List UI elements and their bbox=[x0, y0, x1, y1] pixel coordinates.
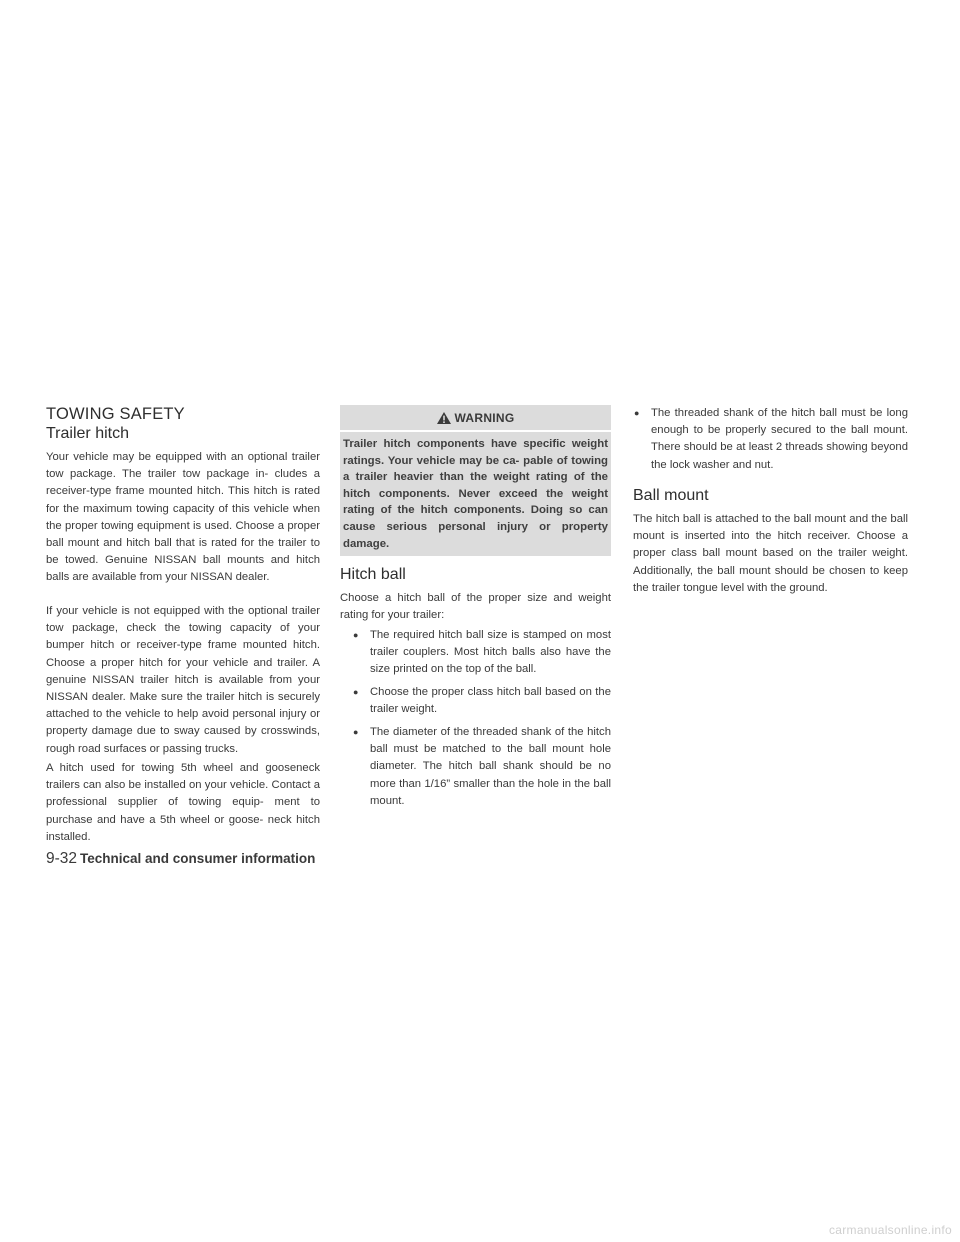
paragraph: The hitch ball is attached to the ball mount and the ball mount is inserted into the hitch receiver. Choose a proper class ball mount based on the trailer weight. Additionally, the ball mount should be chosen to keep the trailer tongue level with the ground. bbox=[633, 513, 908, 594]
subhead-hitch-ball: Hitch ball bbox=[340, 566, 406, 583]
warning-text: Trailer hitch components have specific weight ratings. Your vehicle may be ca- pable of towing a trailer heavier than the weight rating of the hitch components. Never exceed the weight rating of the hitch components. Doing so can cause serious personal injury or property damage. bbox=[343, 438, 608, 550]
paragraph: Choose a hitch ball of the proper size and weight rating for your trailer: bbox=[340, 592, 611, 622]
subhead-ball-mount: Ball mount bbox=[633, 487, 709, 504]
list-item-text: The diameter of the threaded shank of the hitch ball must be matched to the ball mount hole diameter. The hitch ball shank should be no more than 1/16” smaller than the hole in the ball mount. bbox=[370, 726, 611, 807]
page-footer bbox=[46, 849, 315, 869]
paragraph: Your vehicle may be equipped with an optional trailer tow package. The trailer tow package in- cludes a receiver-type frame mounted hitch. This hitch is rated for the maximum towing capacity of this vehicle when the proper towing equipment is used. Choose a proper ball mount and hitch ball that is rated for the trailer to be towed. Genuine NISSAN ball mounts and hitch balls are available from your NISSAN dealer. bbox=[46, 451, 320, 584]
subhead-trailer-hitch: Trailer hitch bbox=[46, 425, 129, 442]
warning-title: WARNING bbox=[454, 410, 515, 425]
warning-divider bbox=[340, 430, 611, 432]
page-number: 9-32 bbox=[46, 850, 78, 867]
section-title: TOWING SAFETY bbox=[46, 405, 185, 423]
list-item-text: The threaded shank of the hitch ball must be long enough to be properly secured to the ball mount. There should be at least 2 threads showing beyond the lock washer and nut. bbox=[651, 407, 908, 471]
bullet-icon: ● bbox=[353, 687, 359, 697]
warning-header bbox=[340, 405, 611, 430]
paragraph: If your vehicle is not equipped with the optional trailer tow package, check the towing capacity of your bumper hitch or receiver-type frame mounted hitch. Choose a proper hitch for your vehicle and trailer. A genuine NISSAN trailer hitch is available from your NISSAN dealer. Make sure the trailer hitch is securely attached to the vehicle to help avoid personal injury or property damage due to sway caused by crosswinds, rough road surfaces or passing trucks. bbox=[46, 605, 320, 755]
bullet-icon: ● bbox=[353, 727, 359, 737]
list-item-text: Choose the proper class hitch ball based on the trailer weight. bbox=[370, 686, 611, 716]
bullet-icon: ● bbox=[634, 408, 640, 418]
bullet-icon: ● bbox=[353, 630, 359, 640]
paragraph: A hitch used for towing 5th wheel and gooseneck trailers can also be installed on your vehicle. Contact a professional supplier of towing equip- ment to purchase and have a 5th wheel or goose- neck hitch installed. bbox=[46, 762, 320, 843]
warning-box bbox=[340, 405, 611, 556]
warning-triangle-icon bbox=[436, 411, 452, 425]
chapter-title: Technical and consumer information bbox=[80, 851, 316, 866]
watermark: carmanualsonline.info bbox=[828, 1223, 952, 1237]
list-item-text: The required hitch ball size is stamped on most trailer couplers. Most hitch balls also have the size printed on the top of the ball. bbox=[370, 629, 611, 676]
